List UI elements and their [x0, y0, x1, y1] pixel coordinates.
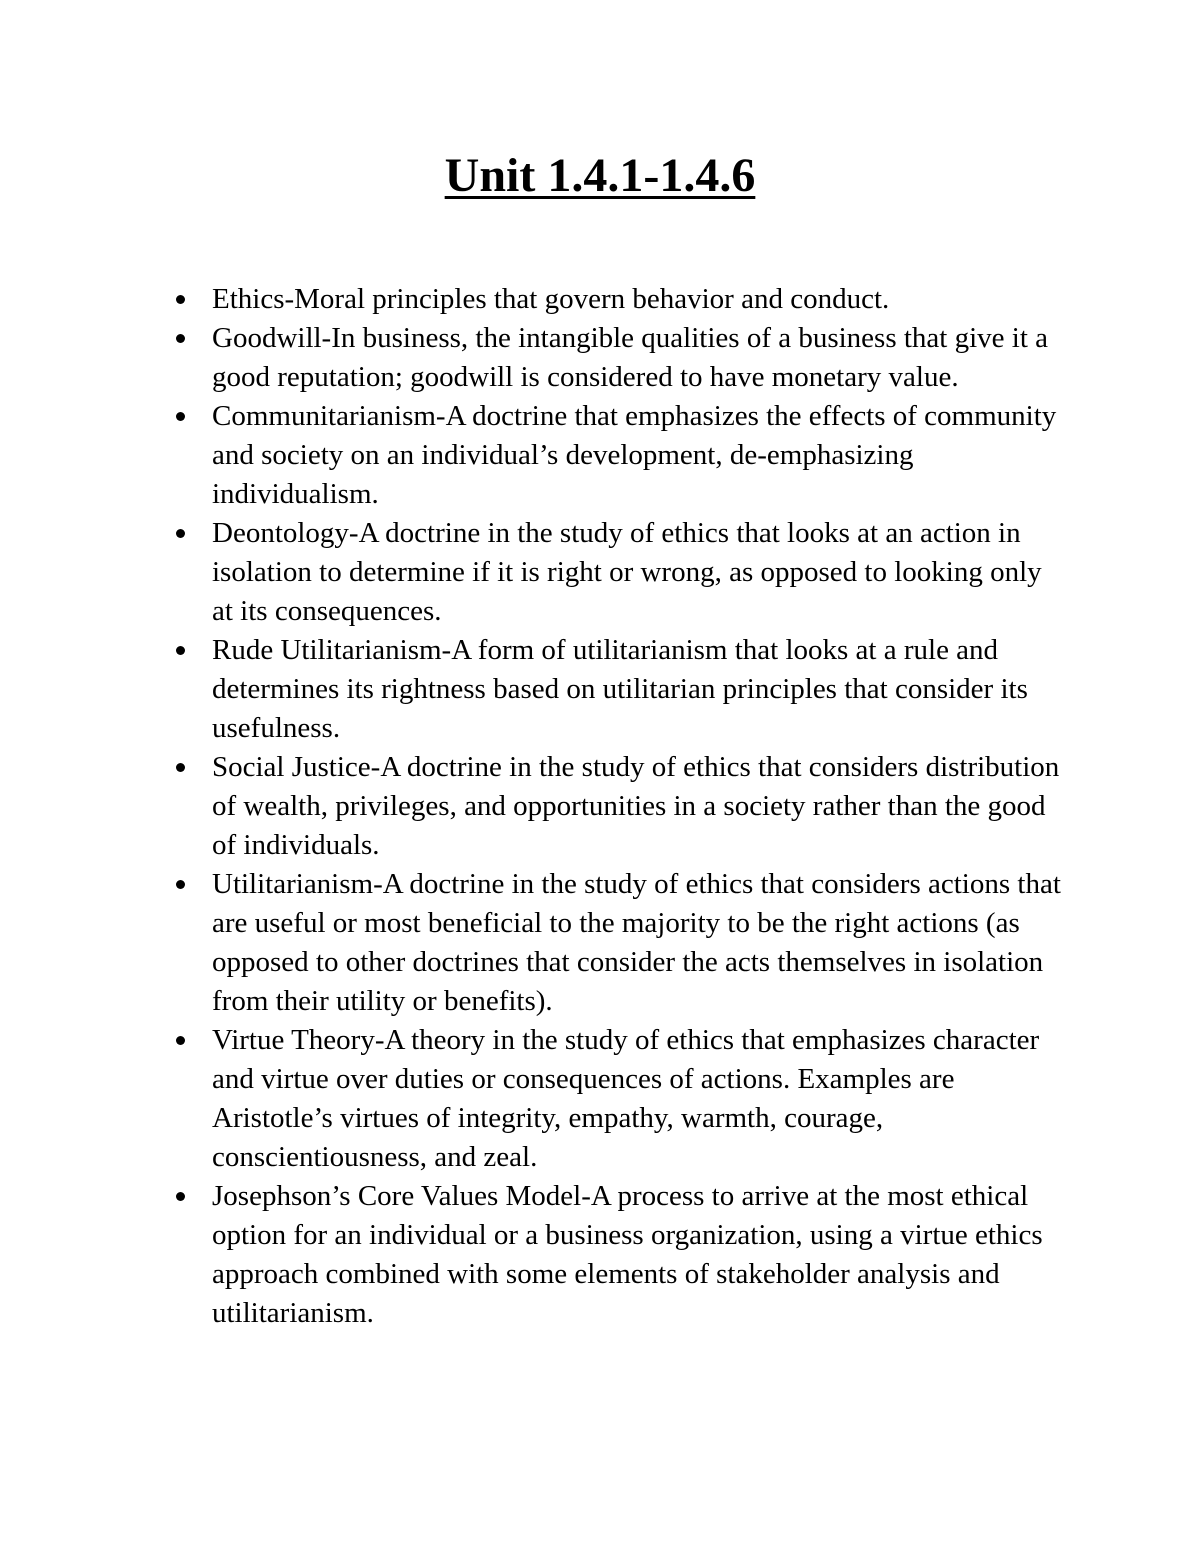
term-text: Deontology-A doctrine in the study of ethics that looks at an action in isolation to determine if it is right or wrong, as opposed to looking only at its consequences. [212, 517, 1042, 627]
bullet-icon [176, 529, 185, 538]
term-text: Social Justice-A doctrine in the study of ethics that considers distribution of wealth, privileges, and opportunities in a society rather than the good of individuals. [212, 751, 1060, 861]
list-item [176, 1177, 1066, 1333]
list-item [176, 748, 1066, 865]
list-item [176, 1021, 1066, 1177]
bullet-icon [176, 412, 185, 421]
list-item [176, 280, 1066, 319]
bullet-icon [176, 880, 185, 889]
bullet-icon [176, 295, 185, 304]
term-text: Goodwill-In business, the intangible qualities of a business that give it a good reputation; goodwill is considered to have monetary value. [212, 322, 1049, 393]
terms-list [176, 280, 1066, 1333]
bullet-icon [176, 334, 185, 343]
list-item [176, 397, 1066, 514]
term-text: Utilitarianism-A doctrine in the study of ethics that considers actions that are useful or most beneficial to the majority to be the right actions (as opposed to other doctrines that consider the acts themselves in isolation from their utility or benefits). [212, 868, 1061, 1017]
term-text: Ethics-Moral principles that govern behavior and conduct. [212, 283, 890, 315]
term-text: Virtue Theory-A theory in the study of ethics that emphasizes character and virtue over duties or consequences of actions. Examples are Aristotle’s virtues of integrity, empathy, warmth, courage, conscientiousness, and zeal. [212, 1024, 1040, 1173]
list-item [176, 319, 1066, 397]
bullet-icon [176, 763, 185, 772]
page-title [0, 146, 1200, 206]
term-text: Josephson’s Core Values Model-A process to arrive at the most ethical option for an individual or a business organization, using a virtue ethics approach combined with some elements of stakeholder analysis and utilitarianism. [212, 1180, 1043, 1329]
term-text: Rude Utilitarianism-A form of utilitarianism that looks at a rule and determines its rightness based on utilitarian principles that consider its usefulness. [212, 634, 1028, 744]
bullet-icon [176, 1036, 185, 1045]
list-item [176, 631, 1066, 748]
bullet-icon [176, 646, 185, 655]
page-title-text: Unit 1.4.1-1.4.6 [444, 149, 756, 202]
list-item [176, 865, 1066, 1021]
term-text: Communitarianism-A doctrine that emphasizes the effects of community and society on an individual’s development, de-emphasizing individualism. [212, 400, 1057, 510]
bullet-icon [176, 1192, 185, 1201]
list-item [176, 514, 1066, 631]
